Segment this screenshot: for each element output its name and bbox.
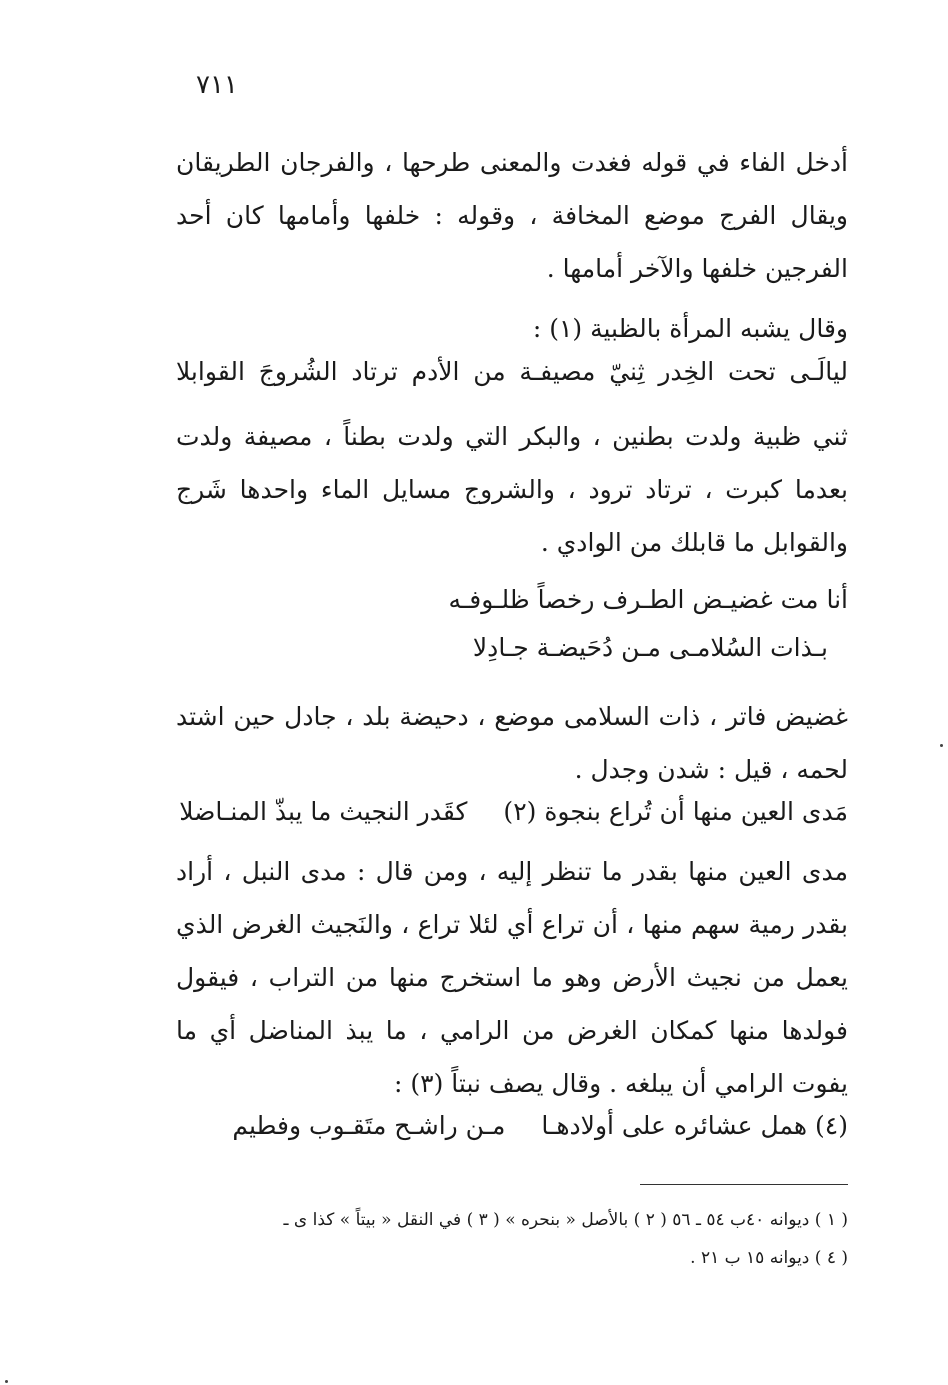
footnote-1: ( ١ ) ديوانه ٤٠ب ٥٤ ـ ٥٦ ( ٢ ) بالأصل « بنحره » ( ٣ ) في النقل « بيتاً » كذا ى ـ <box>283 1210 848 1230</box>
verse-1: ليالَـى تحت الخِدر ثِنيّ مصيفـة من الأدم ترتاد الشُروجَ القوابلا <box>176 357 848 386</box>
verse-2-second-hemistich: بـذات السُلامـى مـن دُحَيضـة جـادِلا <box>472 633 828 662</box>
paragraph-3: غضيض فاتر ، ذات السلامى موضع ، دحيضة بلد ، جادل حين اشتد لحمه ، قيل : شدن وجدل . <box>176 702 848 784</box>
verse-4-second-hemistich: مـن راشـح متَقـوب وفطيم <box>232 1111 506 1140</box>
verse-2-first-hemistich: أنا مت غضيـض الطـرف رخصاً ظلـوفـه <box>448 585 848 614</box>
verse-3 <box>176 790 848 834</box>
paragraph-2: ثني ظبية ولدت بطنين ، والبكر التي ولدت بطناً ، مصيفة ولدت بعدما كبرت ، ترتاد ترود ، والشروج مسايل الماء واحدها شَرج والقوابل ما قابلك من الوادي . <box>176 422 848 557</box>
verse-3-first-hemistich: مَدى العين منها أن تُراع بنجوة (٢) <box>503 797 848 826</box>
verse-intro-1: وقال يشبه المرأة بالظبية (١) : <box>532 314 848 343</box>
scan-speck <box>5 1380 8 1383</box>
footnote-2: ( ٤ ) ديوانه ١٥ ب ٢١ . <box>690 1248 848 1268</box>
verse-3-second-hemistich: كقَدر النجيث ما يبذّ المنـاضلا <box>179 797 468 826</box>
paragraph-4: مدى العين منها بقدر ما تنظر إليه ، ومن قال : مدى النبل ، أراد بقدر رمية سهم منها ، أن تراع أي لئلا تراع ، والنَجيث الغرض الذي يعمل من نجيث الأرض وهو ما استخرج منها من التراب ، فيقول فولدها منها كمكان الغرض من الرامي ، ما يبذ المناضل أي ما يفوت الرامي أن يبلغه . وقال يصف نبتاً (٣) : <box>176 857 848 1098</box>
scan-speck <box>940 744 943 747</box>
footnote-divider <box>640 1184 848 1185</box>
paragraph-1: أدخل الفاء في قوله فغدت والمعنى طرحها ، والفرجان الطريقان ويقال الفرج موضع المخافة ، وقوله : خلفها وأمامها كان أحد الفرجين خلفها والآخر أمامها . <box>176 148 848 283</box>
verse-4 <box>176 1104 848 1148</box>
page-number: ٧١١ <box>196 70 238 100</box>
verse-4-first-hemistich: (٤) همل عشائره على أولادهـا <box>541 1111 848 1140</box>
